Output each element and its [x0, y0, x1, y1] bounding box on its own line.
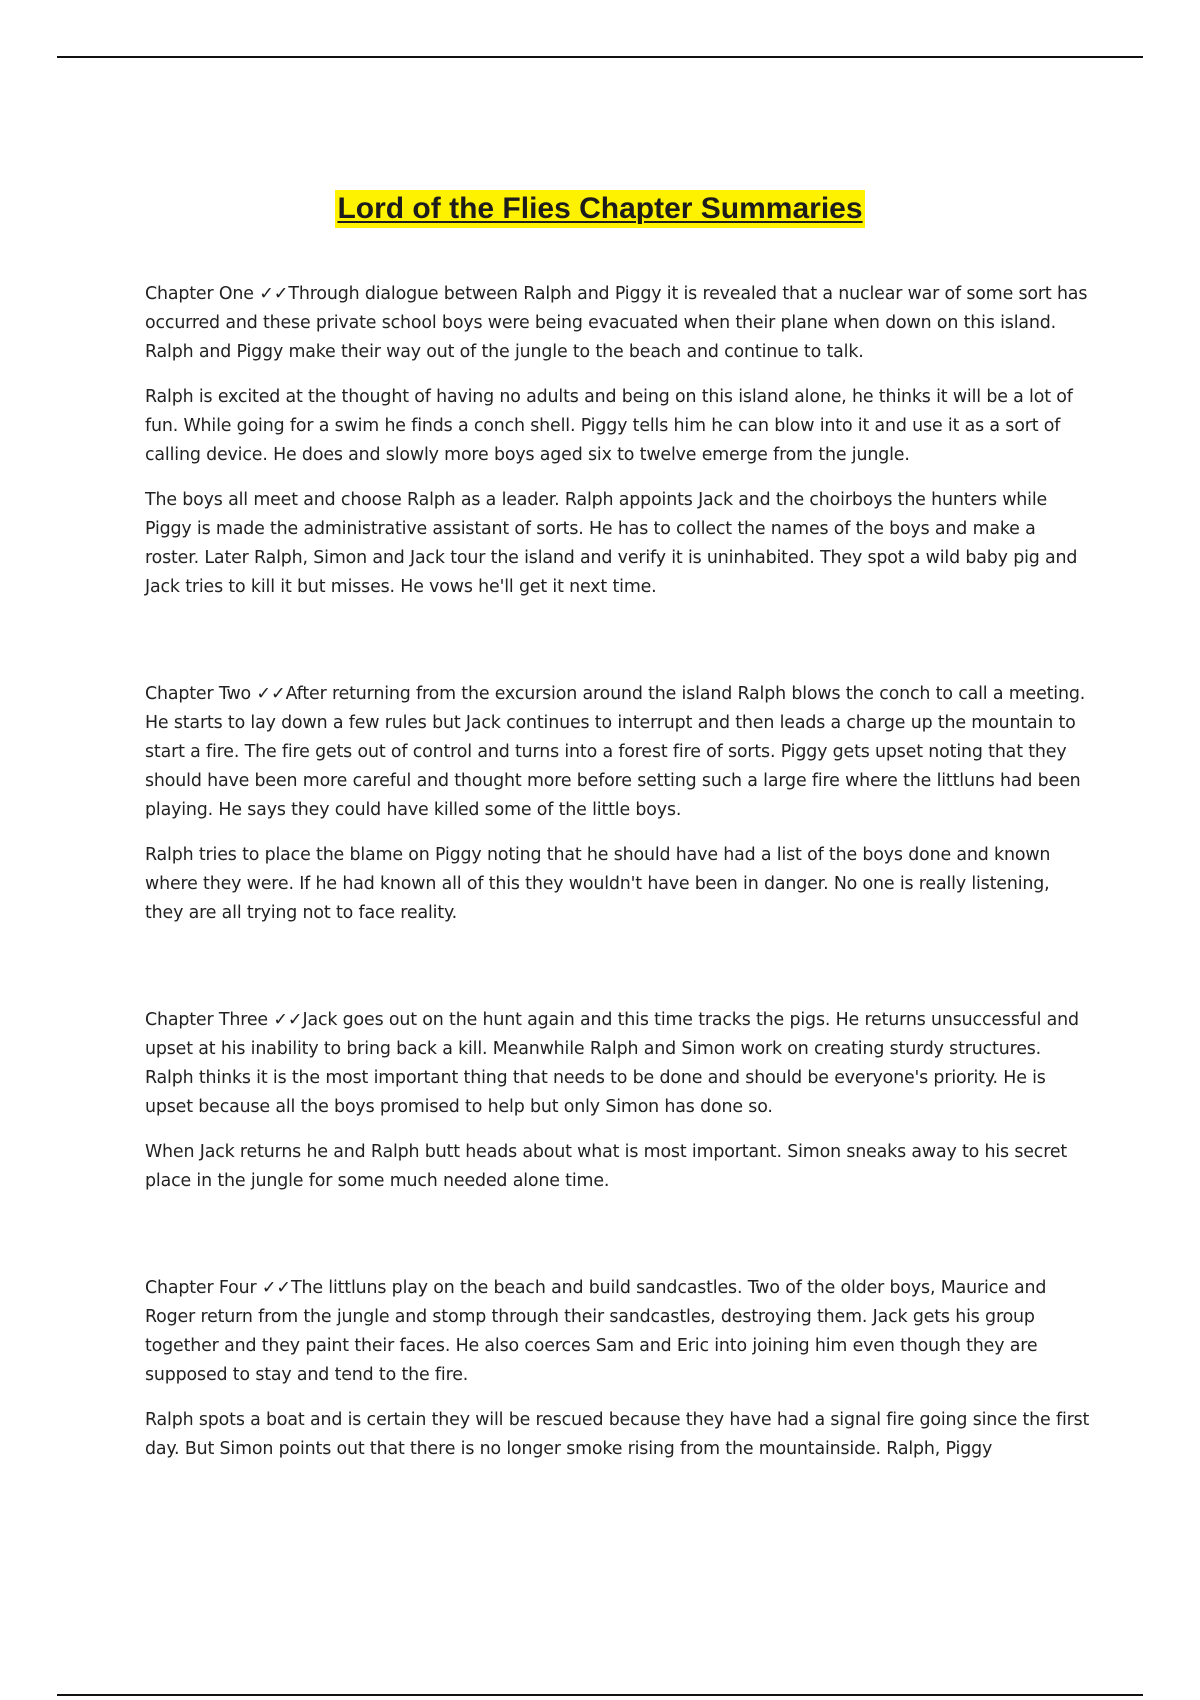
title-container	[0, 190, 1200, 228]
chapter-one-paragraph-1: Through dialogue between Ralph and Piggy it is revealed that a nuclear war of some sort has occurred and these private school boys were being evacuated when their plane when down on this island. Ralph and Piggy make their way out of the jungle to the beach and continue to talk.	[145, 284, 1088, 362]
chapter-two-heading: Chapter Two	[145, 684, 252, 704]
chapter-three-heading: Chapter Three	[145, 1010, 268, 1030]
chapter-four-heading: Chapter Four	[145, 1278, 257, 1298]
document-body	[145, 280, 1090, 1480]
chapter-one-paragraph-2: Ralph is excited at the thought of having no adults and being on this island alone, he thinks it will be a lot of fun. While going for a swim he finds a conch shell. Piggy tells him he can blow into it and use it as a sort of calling device. He does and slowly more boys aged six to twelve emerge from the jungle.	[145, 387, 1073, 465]
chapter-four-intro-paragraph	[145, 1274, 1090, 1390]
checkmark-icon: ✓✓	[273, 1010, 303, 1030]
chapter-three-paragraph-1: Jack goes out on the hunt again and this time tracks the pigs. He returns unsuccessful and upset at his inability to bring back a kill. Meanwhile Ralph and Simon work on creating sturdy structures. Ralph thinks it is the most important thing that needs to be done and should be everyone's priority. He is upset because all the boys promised to help but only Simon has done so.	[145, 1010, 1079, 1117]
chapter-two-intro-paragraph	[145, 680, 1090, 825]
chapter-two-paragraph-2: Ralph tries to place the blame on Piggy noting that he should have had a list of the boys done and known where they were. If he had known all of this they wouldn't have been in danger. No one is really listening, they are all trying not to face reality.	[145, 845, 1051, 923]
document-title: Lord of the Flies Chapter Summaries	[335, 190, 864, 228]
chapter-one-heading: Chapter One	[145, 284, 254, 304]
chapter-three-paragraph-2: When Jack returns he and Ralph butt heads about what is most important. Simon sneaks away to his secret place in the jungle for some much needed alone time.	[145, 1142, 1068, 1191]
chapter-four-paragraph-1: The littluns play on the beach and build sandcastles. Two of the older boys, Maurice and Roger return from the jungle and stomp through their sandcastles, destroying them. Jack gets his group together and they paint their faces. He also coerces Sam and Eric into joining him even though they are supposed to stay and tend to the fire.	[145, 1278, 1047, 1385]
checkmark-icon: ✓✓	[256, 684, 286, 704]
checkmark-icon: ✓✓	[259, 284, 289, 304]
chapter-one-paragraph-3: The boys all meet and choose Ralph as a leader. Ralph appoints Jack and the choirboys the hunters while Piggy is made the administrative assistant of sorts. He has to collect the names of the boys and make a roster. Later Ralph, Simon and Jack tour the island and verify it is uninhabited. They spot a wild baby pig and Jack tries to kill it but misses. He vows he'll get it next time.	[145, 490, 1078, 597]
checkmark-icon: ✓✓	[261, 1278, 291, 1298]
chapter-three-intro-paragraph	[145, 1006, 1090, 1122]
page-top-rule	[57, 56, 1143, 58]
page-bottom-rule	[57, 1694, 1143, 1696]
chapter-two-paragraph-1: After returning from the excursion around the island Ralph blows the conch to call a meeting. He starts to lay down a few rules but Jack continues to interrupt and then leads a charge up the mountain to start a fire. The fire gets out of control and turns into a forest fire of sorts. Piggy gets upset noting that they should have been more careful and thought more before setting such a large fire where the littluns had been playing. He says they could have killed some of the little boys.	[145, 684, 1086, 820]
chapter-one-intro-paragraph	[145, 280, 1090, 367]
chapter-four-paragraph-2: Ralph spots a boat and is certain they will be rescued because they have had a signal fire going since the first day. But Simon points out that there is no longer smoke rising from the mountainside. Ralph, Piggy	[145, 1410, 1090, 1459]
